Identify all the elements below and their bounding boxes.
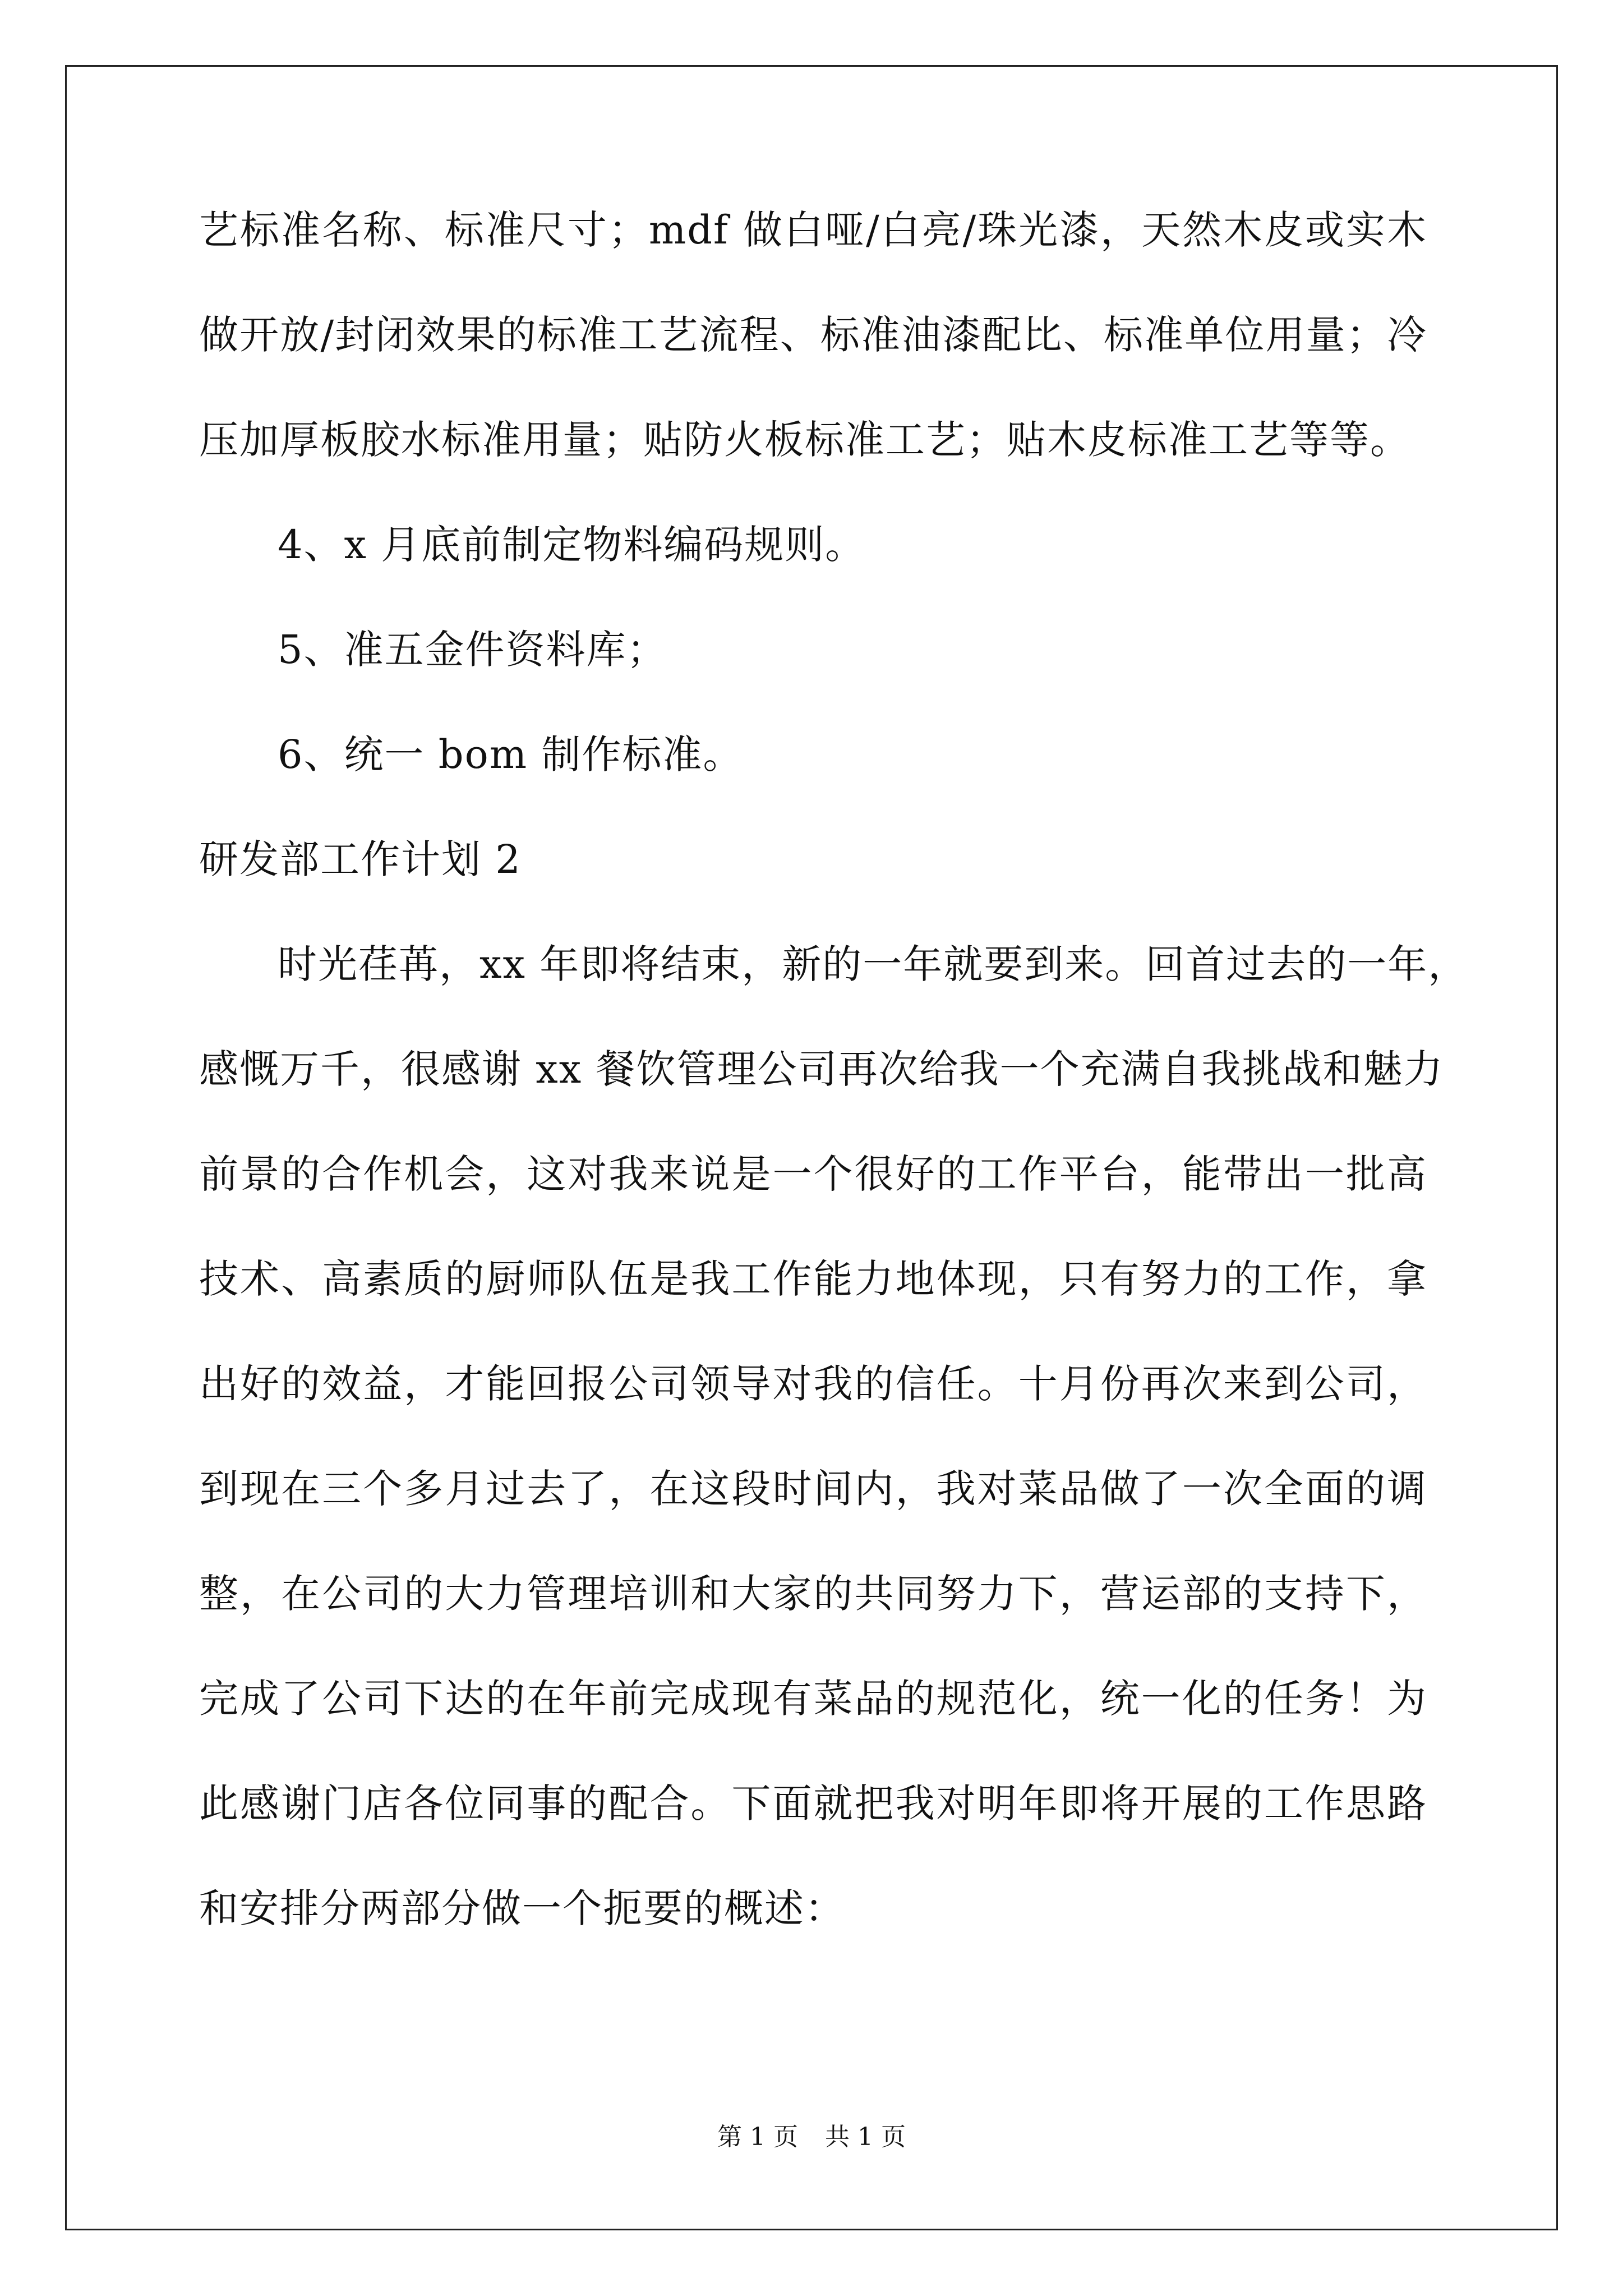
list-item: 4、x 月底前制定物料编码规则。 <box>278 522 866 568</box>
paragraph-line: 此感谢门店各位同事的配合。下面就把我对明年即将开展的工作思路 <box>199 1780 1427 1826</box>
paragraph-line: 完成了公司下达的在年前完成现有菜品的规范化，统一化的任务！为 <box>199 1676 1427 1722</box>
section-heading: 研发部工作计划 2 <box>199 836 522 882</box>
page-footer <box>0 2120 1623 2154</box>
paragraph-line: 感慨万千，很感谢 xx 餐饮管理公司再次给我一个充满自我挑战和魅力 <box>199 1046 1444 1092</box>
paragraph-line: 做开放/封闭效果的标准工艺流程、标准油漆配比、标准单位用量；冷 <box>199 312 1427 358</box>
paragraph-line: 前景的合作机会，这对我来说是一个很好的工作平台，能带出一批高 <box>199 1151 1427 1197</box>
paragraph-line: 到现在三个多月过去了，在这段时间内，我对菜品做了一次全面的调 <box>199 1466 1427 1512</box>
paragraph-line: 压加厚板胶水标准用量；贴防火板标准工艺；贴木皮标准工艺等等。 <box>199 417 1410 463</box>
page-total: 共 1 页 <box>825 2123 906 2151</box>
paragraph-line: 和安排分两部分做一个扼要的概述： <box>199 1885 845 1931</box>
paragraph-line: 技术、高素质的厨师队伍是我工作能力地体现，只有努力的工作，拿 <box>199 1256 1427 1302</box>
paragraph-line: 整，在公司的大力管理培训和大家的共同努力下，营运部的支持下， <box>199 1571 1427 1617</box>
paragraph-line: 出好的效益，才能回报公司领导对我的信任。十月份再次来到公司， <box>199 1361 1427 1407</box>
paragraph-line: 艺标准名称、标准尺寸；mdf 做白哑/白亮/珠光漆，天然木皮或实木 <box>199 207 1427 253</box>
list-item: 6、统一 bom 制作标准。 <box>278 731 744 777</box>
paragraph-line: 时光荏苒，xx 年即将结束，新的一年就要到来。回首过去的一年， <box>278 941 1469 987</box>
page-number: 第 1 页 <box>717 2123 798 2151</box>
list-item: 5、准五金件资料库； <box>278 627 667 673</box>
